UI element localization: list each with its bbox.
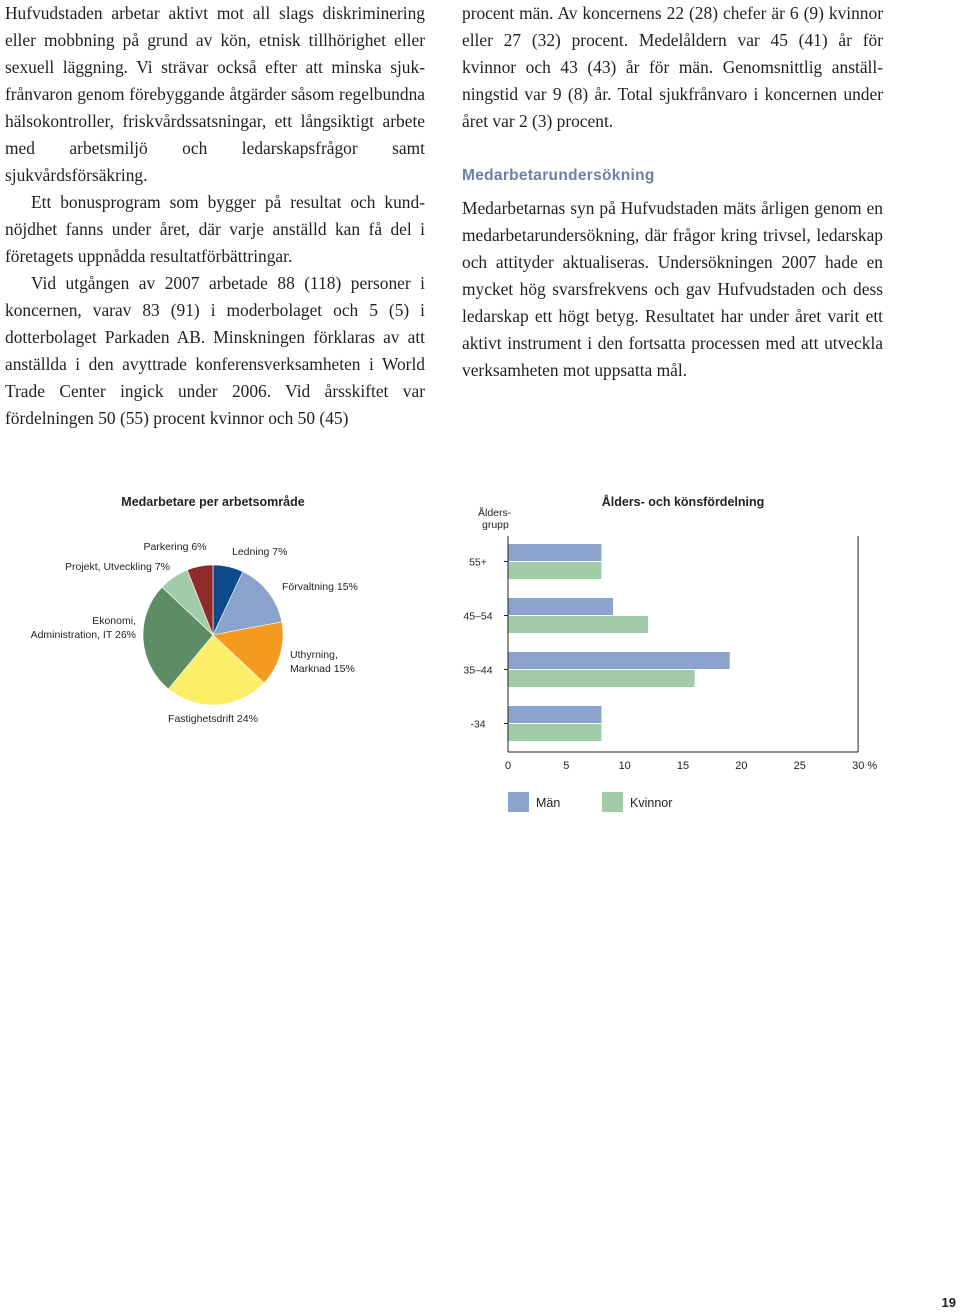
paragraph-employees: Vid utgången av 2007 arbetade 88 (118) personer i koncernen, varav 83 (91) i moderbolaget och 5 (5) i dotterbolaget Parkaden AB. Minskningen förklaras av att anställda i den avyttrade konferensverksamheten i World Trade Center ingick under 2006. Vid årsskiftet var fördelningen 50 (55) procent kvinnor och 50 (45) bbox=[5, 273, 425, 428]
x-tick-label-4: 20 bbox=[735, 760, 748, 772]
y-axis-label: Ålders- grupp bbox=[478, 507, 512, 531]
page-number: 19 bbox=[941, 1295, 956, 1310]
x-tick-label-3: 15 bbox=[676, 760, 690, 772]
x-tick-label-2: 10 bbox=[618, 760, 631, 772]
paragraph-gender-stats: procent män. Av koncernens 22 (28) chefer är 6 (9) kvinnor eller 27 (32) procent. Medelåldern var 45 (41) år för kvinnor och 43 (43) år för män. Genomsnittlig anställningstid var 9 (8) år. Total sjukfrånvaro i koncernen under året var 2 (3) procent. bbox=[462, 3, 883, 131]
paragraph-bonus: Ett bonusprogram som bygger på resultat och kundnöjdhet fanns under året, där varje anställd kan få del i företagets uppnådda resultatförbättringar. bbox=[5, 192, 425, 266]
paragraph-survey: Medarbetarnas syn på Hufvudstaden mäts årligen genom en medarbetarundersökning, där frågor kring trivsel, ledarskap och attityder aktualiseras. Undersökningen 2007 hade en mycket hög svarsfrekvens och gav Hufvudstaden och dess ledarskap ett högt betyg. Resultatet har under året varit ett aktivt instrument i den fortsatta processen med att utveckla verksamheten mot uppsatta mål. bbox=[462, 198, 883, 380]
category-label-0: 55+ bbox=[469, 556, 487, 569]
right-text-column bbox=[462, 0, 883, 384]
pie-label-1: Förvaltning 15% bbox=[282, 581, 358, 593]
pie-label-4: Ekonomi, Administration, IT 26% bbox=[30, 615, 136, 641]
x-tick-label-0: 0 bbox=[504, 760, 512, 772]
category-label-3: -34 bbox=[470, 718, 486, 731]
pie-label-0: Ledning 7% bbox=[232, 546, 288, 558]
left-text-column bbox=[5, 0, 425, 432]
category-label-2: 35–44 bbox=[463, 664, 493, 677]
x-tick-label-6: 30 % bbox=[852, 760, 878, 772]
section-heading: Medarbetarundersökning bbox=[462, 167, 655, 184]
legend-swatch-män bbox=[508, 792, 529, 812]
bar-män-1 bbox=[508, 598, 613, 615]
bar-kvinnor-0 bbox=[508, 562, 601, 579]
bar-kvinnor-1 bbox=[508, 616, 648, 633]
legend-label-män: Män bbox=[536, 796, 561, 810]
x-tick-label-1: 5 bbox=[563, 760, 570, 772]
bar-män-2 bbox=[508, 652, 730, 669]
bar-kvinnor-3 bbox=[508, 724, 601, 741]
pie-label-6: Parkering 6% bbox=[143, 541, 207, 553]
bar-män-0 bbox=[508, 544, 601, 561]
category-label-1: 45–54 bbox=[463, 610, 493, 623]
bar-män-3 bbox=[508, 706, 601, 723]
paragraph-discrimination: Hufvudstaden arbetar aktivt mot all slags diskriminering eller mobbning på grund av kön, etnisk tillhörighet eller sexuell läggning. Vi strävar också efter att minska sjukfrånvaron genom förebyggande åtgärder såsom regelbundna hälsokontroller, friskvårdssatsningar, ett långsiktigt arbete med arbetsmiljö och ledarskapsfrågor samt sjukvårdsförsäkring. bbox=[5, 3, 425, 185]
pie-label-5: Projekt, Utveckling 7% bbox=[64, 561, 170, 573]
legend-swatch-kvinnor bbox=[602, 792, 623, 812]
x-tick-label-5: 25 bbox=[793, 760, 806, 772]
bar-kvinnor-2 bbox=[508, 670, 695, 687]
bar-chart-title: Ålders- och könsfördelning bbox=[601, 495, 765, 509]
pie-label-3: Fastighetsdrift 24% bbox=[168, 713, 258, 725]
pie-chart-title: Medarbetare per arbetsområde bbox=[121, 495, 305, 509]
pie-label-2: Uthyrning, Marknad 15% bbox=[290, 649, 355, 675]
pie-chart-employees-per-area bbox=[0, 480, 460, 740]
bar-chart-age-gender bbox=[440, 480, 910, 825]
legend-label-kvinnor: Kvinnor bbox=[630, 796, 673, 810]
